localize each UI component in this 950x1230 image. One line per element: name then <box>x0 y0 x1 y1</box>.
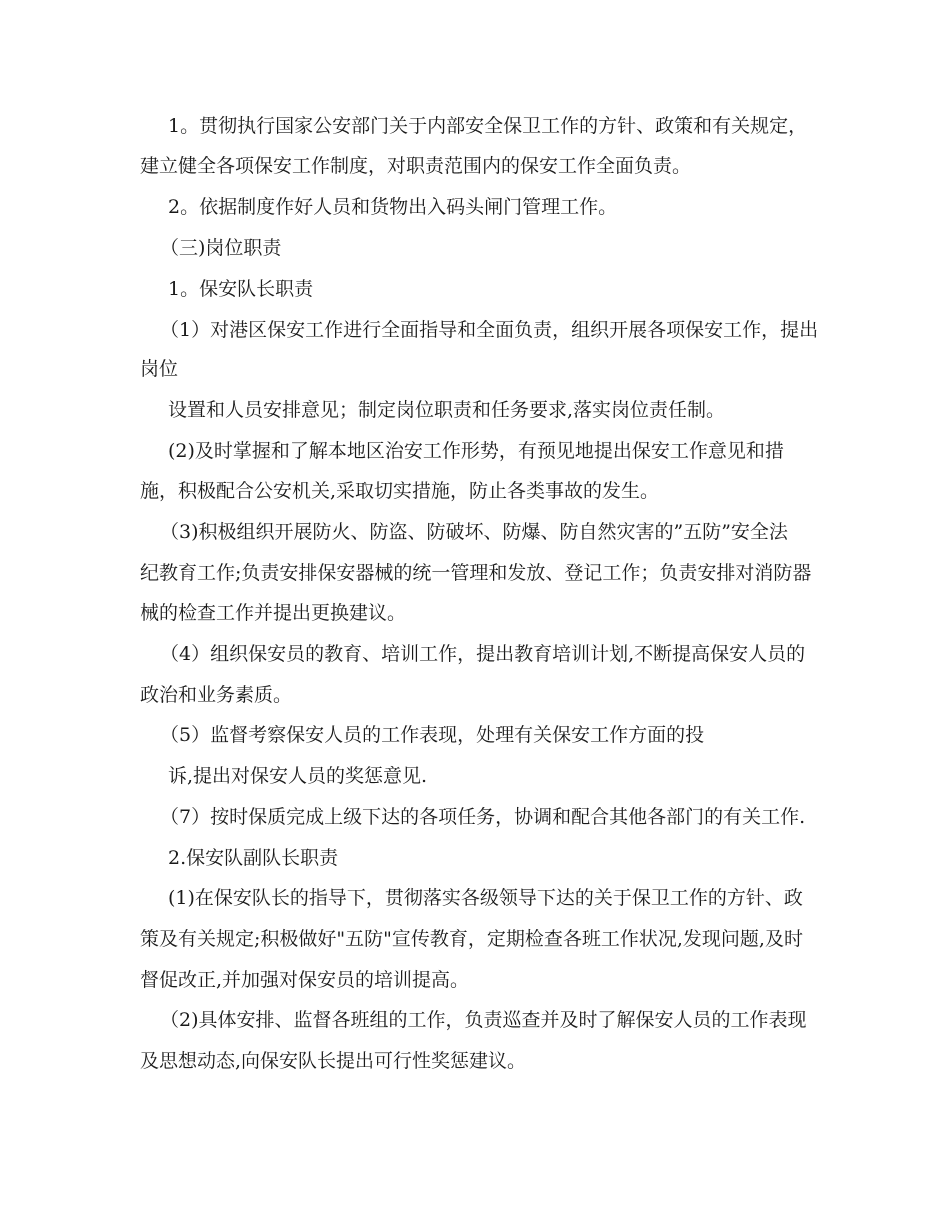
text-line: （4）组织保安员的教育、培训工作，提出教育培训计划,不断提高保安人员的 <box>160 643 806 665</box>
subsection-heading: 2.保安队副队长职责 <box>168 847 339 869</box>
text-line: 政治和业务素质。 <box>140 684 293 706</box>
text-line: 督促改正,并加强对保安员的培训提高。 <box>140 969 470 991</box>
text-line: 械的检查工作并提出更换建议。 <box>140 602 407 624</box>
text-line: 施，积极配合公安机关,采取切实措施，防止各类事故的发生。 <box>140 480 660 502</box>
section-heading: （三)岗位职责 <box>160 237 282 259</box>
text-line: 策及有关规定;积极做好"五防"宣传教育，定期检查各班工作状况,发现问题,及时 <box>140 928 803 950</box>
text-line: 岗位 <box>140 358 179 380</box>
text-line: 2。依据制度作好人员和货物出入码头闸门管理工作。 <box>168 196 618 218</box>
text-line: （5）监督考察保安人员的工作表现，处理有关保安工作方面的投 <box>160 724 705 746</box>
text-line: 及思想动态,向保安队长提出可行性奖惩建议。 <box>140 1050 527 1072</box>
text-line: 设置和人员安排意见；制定岗位职责和任务要求,落实岗位责任制。 <box>168 399 726 421</box>
text-line: 建立健全各项保安工作制度，对职责范围内的保安工作全面负责。 <box>140 155 692 177</box>
text-line: （2)具体安排、监督各班组的工作，负责巡查并及时了解保安人员的工作表现 <box>160 1009 807 1031</box>
text-line: 诉,提出对保安人员的奖惩意见. <box>168 765 428 787</box>
subsection-heading: 1。保安队长职责 <box>168 278 314 300</box>
text-line: 1。贯彻执行国家公安部门关于内部安全保卫工作的方针、政策和有关规定， <box>168 115 808 137</box>
text-line: （3)积极组织开展防火、防盗、防破坏、防爆、防自然灾害的”五防”安全法 <box>160 521 788 543</box>
text-line: (2)及时掌握和了解本地区治安工作形势，有预见地提出保安工作意见和措 <box>168 440 784 462</box>
text-line: 纪教育工作;负责安排保安器械的统一管理和发放、登记工作；负责安排对消防器 <box>140 562 812 584</box>
text-line: （1）对港区保安工作进行全面指导和全面负责，组织开展各项保安工作，提出 <box>160 319 819 341</box>
text-line: （7）按时保质完成上级下达的各项任务，协调和配合其他各部门的有关工作. <box>160 806 806 828</box>
text-line: (1)在保安队长的指导下，贯彻落实各级领导下达的关于保卫工作的方针、政 <box>168 887 803 909</box>
